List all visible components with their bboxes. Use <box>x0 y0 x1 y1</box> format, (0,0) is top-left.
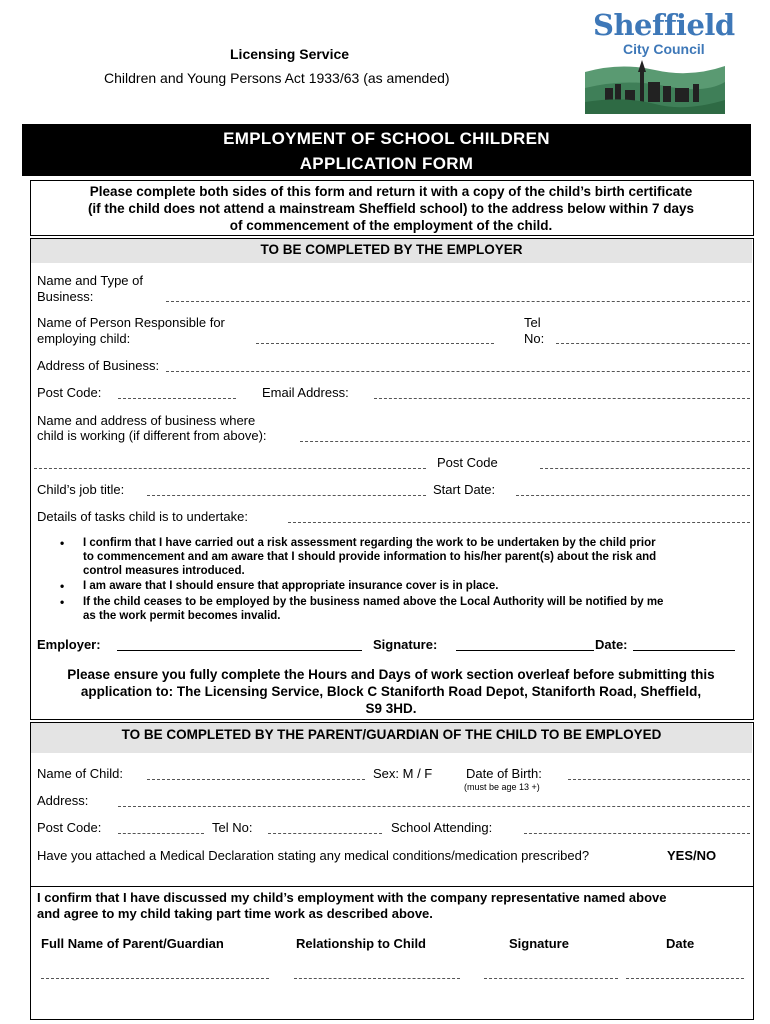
sex-label: Sex: M / F <box>373 766 433 781</box>
work-address-field-2[interactable] <box>34 468 426 469</box>
instructions-line2: (if the child does not attend a mainstream Sheffield school) to the address below within 7 days <box>87 201 695 216</box>
instructions-line3: of commencement of the employment of the child. <box>229 218 553 233</box>
employer-tel-label-2: No: <box>524 331 545 346</box>
instructions-line1: Please complete both sides of this form and return it with a copy of the child’s birth certificate <box>89 184 693 199</box>
dob-label: Date of Birth: <box>466 766 542 781</box>
medical-yes-no[interactable]: YES/NO <box>667 848 717 863</box>
submission-note-line1: Please ensure you fully complete the Hours and Days of work section overleaf before submitting this <box>67 667 715 682</box>
child-tel-label: Tel No: <box>212 820 253 835</box>
employer-date-label: Date: <box>595 637 628 652</box>
col-parent-name: Full Name of Parent/Guardian <box>41 936 224 951</box>
parent-name-field[interactable] <box>41 978 269 979</box>
business-address-field[interactable] <box>166 371 750 372</box>
business-name-label: Name and Type of <box>37 273 143 288</box>
notification-statement <box>83 595 663 623</box>
child-name-field[interactable] <box>147 779 365 780</box>
child-tel-field[interactable] <box>268 833 382 834</box>
consent-line2: and agree to my child taking part time work as described above. <box>37 906 433 921</box>
employer-tel-field[interactable] <box>556 343 750 344</box>
sheffield-city-council-logo <box>585 8 735 114</box>
insurance-statement: • I am aware that I should ensure that appropriate insurance cover is in place. <box>83 579 498 593</box>
employer-signature-field[interactable] <box>456 650 594 651</box>
col-signature: Signature <box>509 936 569 951</box>
form-title-line2: APPLICATION FORM <box>299 154 474 173</box>
form-title-bar <box>22 124 751 176</box>
employer-tel-label: Tel <box>524 315 541 330</box>
business-name-label-2: Business: <box>37 289 94 304</box>
responsible-person-field[interactable] <box>256 343 494 344</box>
employer-heading: TO BE COMPLETED BY THE EMPLOYER <box>260 242 523 257</box>
work-postcode-field[interactable] <box>540 468 750 469</box>
work-address-label-2: child is working (if different from above): <box>37 428 267 443</box>
act-reference: Children and Young Persons Act 1933/63 (as amended) <box>104 70 450 86</box>
start-date-label: Start Date: <box>433 482 496 497</box>
start-date-field[interactable] <box>516 495 750 496</box>
notify-line1: • If the child ceases to be employed by the business named above the Local Authority will be notified by me <box>83 596 664 608</box>
employer-signoff-label: Employer: <box>37 637 101 652</box>
risk-line2: to commencement and am aware that I should provide information to his/her parent(s) about the risk and <box>83 551 657 563</box>
dob-field[interactable] <box>568 779 750 780</box>
child-name-label: Name of Child: <box>37 766 123 781</box>
notify-line2: as the work permit becomes invalid. <box>83 610 281 622</box>
risk-line3: control measures introduced. <box>83 565 245 577</box>
employer-date-field[interactable] <box>633 650 735 651</box>
city-skyline-icon <box>585 58 725 114</box>
work-address-field[interactable] <box>300 441 750 442</box>
child-postcode-field[interactable] <box>118 833 204 834</box>
submission-note-line2: application to: The Licensing Service, Block C Staniforth Road Depot, Staniforth Road, Sheffield, <box>80 684 702 699</box>
email-field[interactable] <box>374 398 750 399</box>
school-field[interactable] <box>524 833 750 834</box>
job-title-field[interactable] <box>147 495 426 496</box>
tasks-label: Details of tasks child is to undertake: <box>37 509 248 524</box>
submission-note-line3: S9 3HD. <box>365 701 417 716</box>
child-address-label: Address: <box>37 793 89 808</box>
consent-line1: I confirm that I have discussed my child’s employment with the company representative named above <box>37 890 667 905</box>
parent-date-field[interactable] <box>626 978 744 979</box>
responsible-person-label: Name of Person Responsible for <box>37 315 225 330</box>
risk-line1: • I confirm that I have carried out a risk assessment regarding the work to be undertaken by the child prior <box>83 537 656 549</box>
logo-line2: City Council <box>623 41 705 57</box>
logo-line1: Sheffield <box>593 8 735 42</box>
postcode-field[interactable] <box>118 398 236 399</box>
tasks-field[interactable] <box>288 522 750 523</box>
col-date: Date <box>666 936 695 951</box>
employer-signature-label: Signature: <box>373 637 438 652</box>
email-label: Email Address: <box>262 385 349 400</box>
service-name: Licensing Service <box>230 46 350 62</box>
col-relationship: Relationship to Child <box>296 936 426 951</box>
parent-signature-field[interactable] <box>484 978 618 979</box>
risk-assessment-statement <box>83 536 656 578</box>
business-address-label: Address of Business: <box>37 358 160 373</box>
job-title-label: Child’s job title: <box>37 482 125 497</box>
postcode-label: Post Code: <box>37 385 102 400</box>
medical-question: Have you attached a Medical Declaration stating any medical conditions/medication prescribed? <box>37 848 590 863</box>
responsible-person-label-2: employing child: <box>37 331 131 346</box>
school-label: School Attending: <box>391 820 493 835</box>
work-address-label: Name and address of business where <box>37 413 256 428</box>
form-title-line1: EMPLOYMENT OF SCHOOL CHILDREN <box>223 129 550 148</box>
child-postcode-label: Post Code: <box>37 820 102 835</box>
employer-name-field[interactable] <box>117 650 362 651</box>
relationship-field[interactable] <box>294 978 460 979</box>
work-postcode-label: Post Code <box>437 455 498 470</box>
child-address-field[interactable] <box>118 806 750 807</box>
business-name-field[interactable] <box>166 301 750 302</box>
parent-heading: TO BE COMPLETED BY THE PARENT/GUARDIAN OF THE CHILD TO BE EMPLOYED <box>121 727 662 742</box>
dob-note: (must be age 13 +) <box>464 782 540 792</box>
